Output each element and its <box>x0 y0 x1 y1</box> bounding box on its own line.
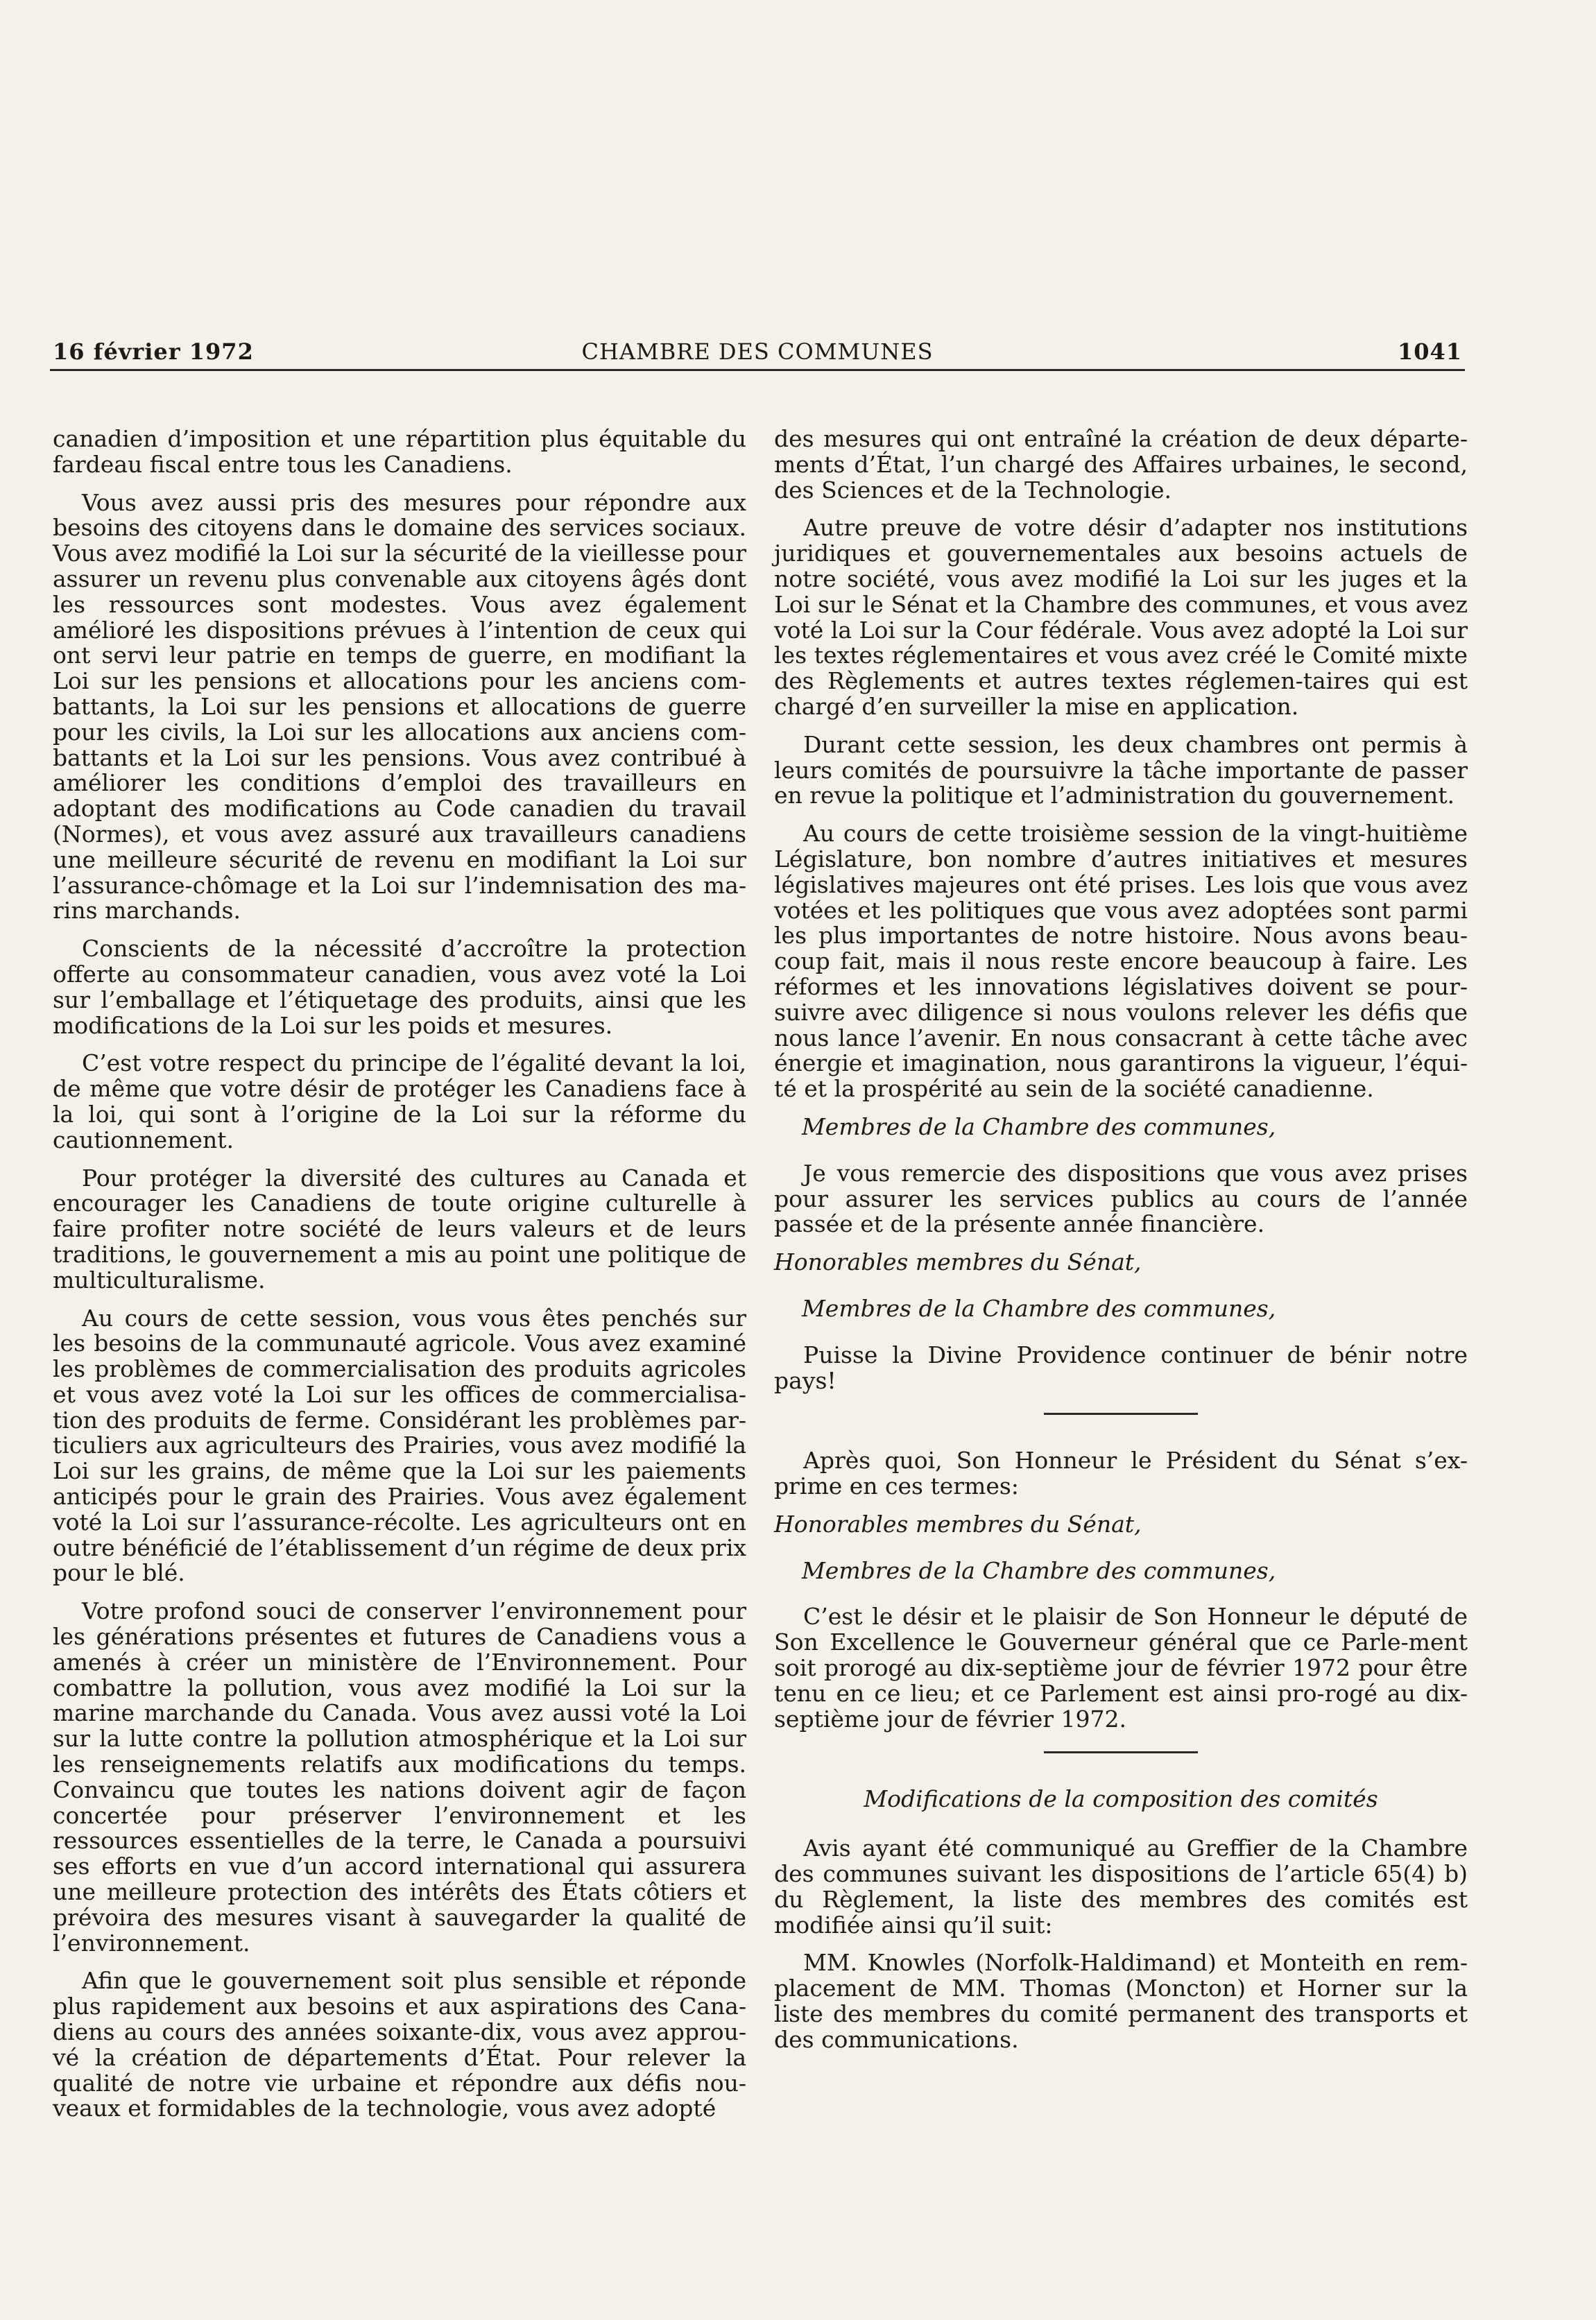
paragraph: Après quoi, Son Honneur le Président du Sénat s’ex-prime en ces termes: <box>774 1447 1468 1500</box>
paragraph: Au cours de cette session, vous vous êtes penchés sur les besoins de la communauté agricole. Vous avez examiné les problèmes de commercialisation des produits agricoles et vous avez voté la Loi sur les offices de commercialisa-tion des produits de ferme. Considérant les problèmes par-ticuliers aux agriculteurs des Prairies, vous avez modifié la Loi sur les grains, de même que la Loi sur les paiements anticipés pour le grain des Prairies. Vous avez également voté la Loi sur l’assurance-récolte. Les agriculteurs ont en outre bénéficié de l’établissement d’un régime de deux prix pour le blé. <box>53 1304 746 1587</box>
paragraph: Je vous remercie des dispositions que vous avez prises pour assurer les services publics au cours de l’année passée et de la présente année financière. <box>774 1159 1468 1238</box>
header-date: 16 février 1972 <box>53 338 254 365</box>
right-column <box>774 427 1468 2065</box>
paragraph: Afin que le gouvernement soit plus sensible et réponde plus rapidement aux besoins et aux aspirations des Cana-diens au cours des années soixante-dix, vous avez approu-vé la création de départements d’État. Pour relever la qualité de notre vie urbaine et répondre aux défis nou-veaux et formidables de la technologie, vous avez adopté <box>53 1967 746 2122</box>
paragraph: Conscients de la nécessité d’accroître la protection offerte au consommateur canadien, vous avez voté la Loi sur l’emballage et l’étiquetage des produits, ainsi que les modifications de la Loi sur les poids et mesures. <box>53 935 746 1039</box>
paragraph: Puisse la Divine Providence continuer de bénir notre pays! <box>774 1341 1468 1394</box>
page-number: 1041 <box>1397 338 1462 365</box>
left-column <box>53 427 746 2134</box>
section-divider <box>1044 1751 1198 1753</box>
paragraph: Durant cette session, les deux chambres ont permis à leurs comités de poursuivre la tâche importante de passer en revue la politique et l’administration du gouvernement. <box>774 730 1468 809</box>
paragraph: Autre preuve de votre désir d’adapter nos institutions juridiques et gouvernementales aux besoins actuels de notre société, vous avez modifié la Loi sur les juges et la Loi sur le Sénat et la Chambre des communes, et vous avez voté la Loi sur la Cour fédérale. Vous avez adopté la Loi sur les textes réglementaires et vous avez créé le Comité mixte des Règlements et autres textes réglemen-taires qui est chargé d’en surveiller la mise en application. <box>774 514 1468 720</box>
address-commons: Membres de la Chambre des communes, <box>802 1294 1276 1322</box>
section-heading: Modifications de la composition des comités <box>864 1785 1378 1813</box>
paragraph: Votre profond souci de conserver l’environnement pour les générations présentes et futures de Canadiens vous a amenés à créer un ministère de l’Environnement. Pour combattre la pollution, vous avez modifié la Loi sur la marine marchande du Canada. Vous avez aussi voté la Loi sur la lutte contre la pollution atmosphérique et la Loi sur les renseignements relatifs aux modifications du temps. Convaincu que toutes les nations doivent agir de façon concertée pour préserver l’environnement et les ressources essentielles de la terre, le Canada a poursuivi ses efforts en vue d’un accord international qui assurera une meilleure protection des intérêts des États côtiers et prévoira des mesures visant à sauvegarder la qualité de l’environnement. <box>53 1597 746 1957</box>
paragraph: Pour protéger la diversité des cultures au Canada et encourager les Canadiens de toute origine culturelle à faire profiter notre société de leurs valeurs et de leurs traditions, le gouvernement a mis au point une politique de multiculturalisme. <box>53 1164 746 1294</box>
address-senate: Honorables membres du Sénat, <box>774 1248 1142 1276</box>
address-senate: Honorables membres du Sénat, <box>774 1510 1142 1538</box>
paragraph: MM. Knowles (Norfolk-Haldimand) et Monteith en rem-placement de MM. Thomas (Moncton) et Horner sur la liste des membres du comité permanent des transports et des communications. <box>774 1949 1468 2053</box>
paragraph: C’est le désir et le plaisir de Son Honneur le député de Son Excellence le Gouverneur général que ce Parle-ment soit prorogé au dix-septième jour de février 1972 pour être tenu en ce lieu; et ce Parlement est ainsi pro-rogé au dix-septième jour de février 1972. <box>774 1603 1468 1733</box>
paragraph: C’est votre respect du principe de l’égalité devant la loi, de même que votre désir de protéger les Canadiens face à la loi, qui sont à l’origine de la Loi sur la réforme du cautionnement. <box>53 1049 746 1153</box>
header-title: CHAMBRE DES COMMUNES <box>581 338 934 365</box>
paragraph: canadien d’imposition et une répartition plus équitable du fardeau fiscal entre tous les Canadiens. <box>53 425 746 478</box>
paragraph: Vous avez aussi pris des mesures pour répondre aux besoins des citoyens dans le domaine des services sociaux. Vous avez modifié la Loi sur la sécurité de la vieillesse pour assurer un revenu plus convenable aux citoyens âgés dont les ressources sont modestes. Vous avez également amélioré les dispositions prévues à l’intention de ceux qui ont servi leur patrie en temps de guerre, en modifiant la Loi sur les pensions et allocations pour les anciens com-battants, la Loi sur les pensions et allocations de guerre pour les civils, la Loi sur les allocations aux anciens com-battants et la Loi sur les pensions. Vous avez contribué à améliorer les conditions d’emploi des travailleurs en adoptant des modifications au Code canadien du travail (Normes), et vous avez assuré aux travailleurs canadiens une meilleure sécurité de revenu en modifiant la Loi sur l’assurance-chômage et la Loi sur l’indemnisation des ma-rins marchands. <box>53 488 746 925</box>
paragraph: Au cours de cette troisième session de la vingt-huitième Législature, bon nombre d’autres initiatives et mesures législatives majeures ont été prises. Les lois que vous avez votées et les politiques que vous avez adoptées sont parmi les plus importantes de notre histoire. Nous avons beau-coup fait, mais il nous reste encore beaucoup à faire. Les réformes et les innovations législatives doivent se pour-suivre avec diligence si nous voulons relever les défis que nous lance l’avenir. En nous consacrant à cette tâche avec énergie et imagination, nous garantirons la vigueur, l’équi-té et la prospérité au sein de la société canadienne. <box>774 820 1468 1103</box>
address-commons: Membres de la Chambre des communes, <box>802 1112 1276 1140</box>
paragraph: des mesures qui ont entraîné la création de deux départe-ments d’État, l’un chargé des Affaires urbaines, le second, des Sciences et de la Technologie. <box>774 425 1468 504</box>
page-header <box>50 333 1465 371</box>
address-commons: Membres de la Chambre des communes, <box>802 1556 1276 1584</box>
paragraph: Avis ayant été communiqué au Greffier de la Chambre des communes suivant les dispositions de l’article 65(4) b) du Règlement, la liste des membres des comités est modifiée ainsi qu’il suit: <box>774 1834 1468 1939</box>
section-divider <box>1044 1413 1198 1415</box>
